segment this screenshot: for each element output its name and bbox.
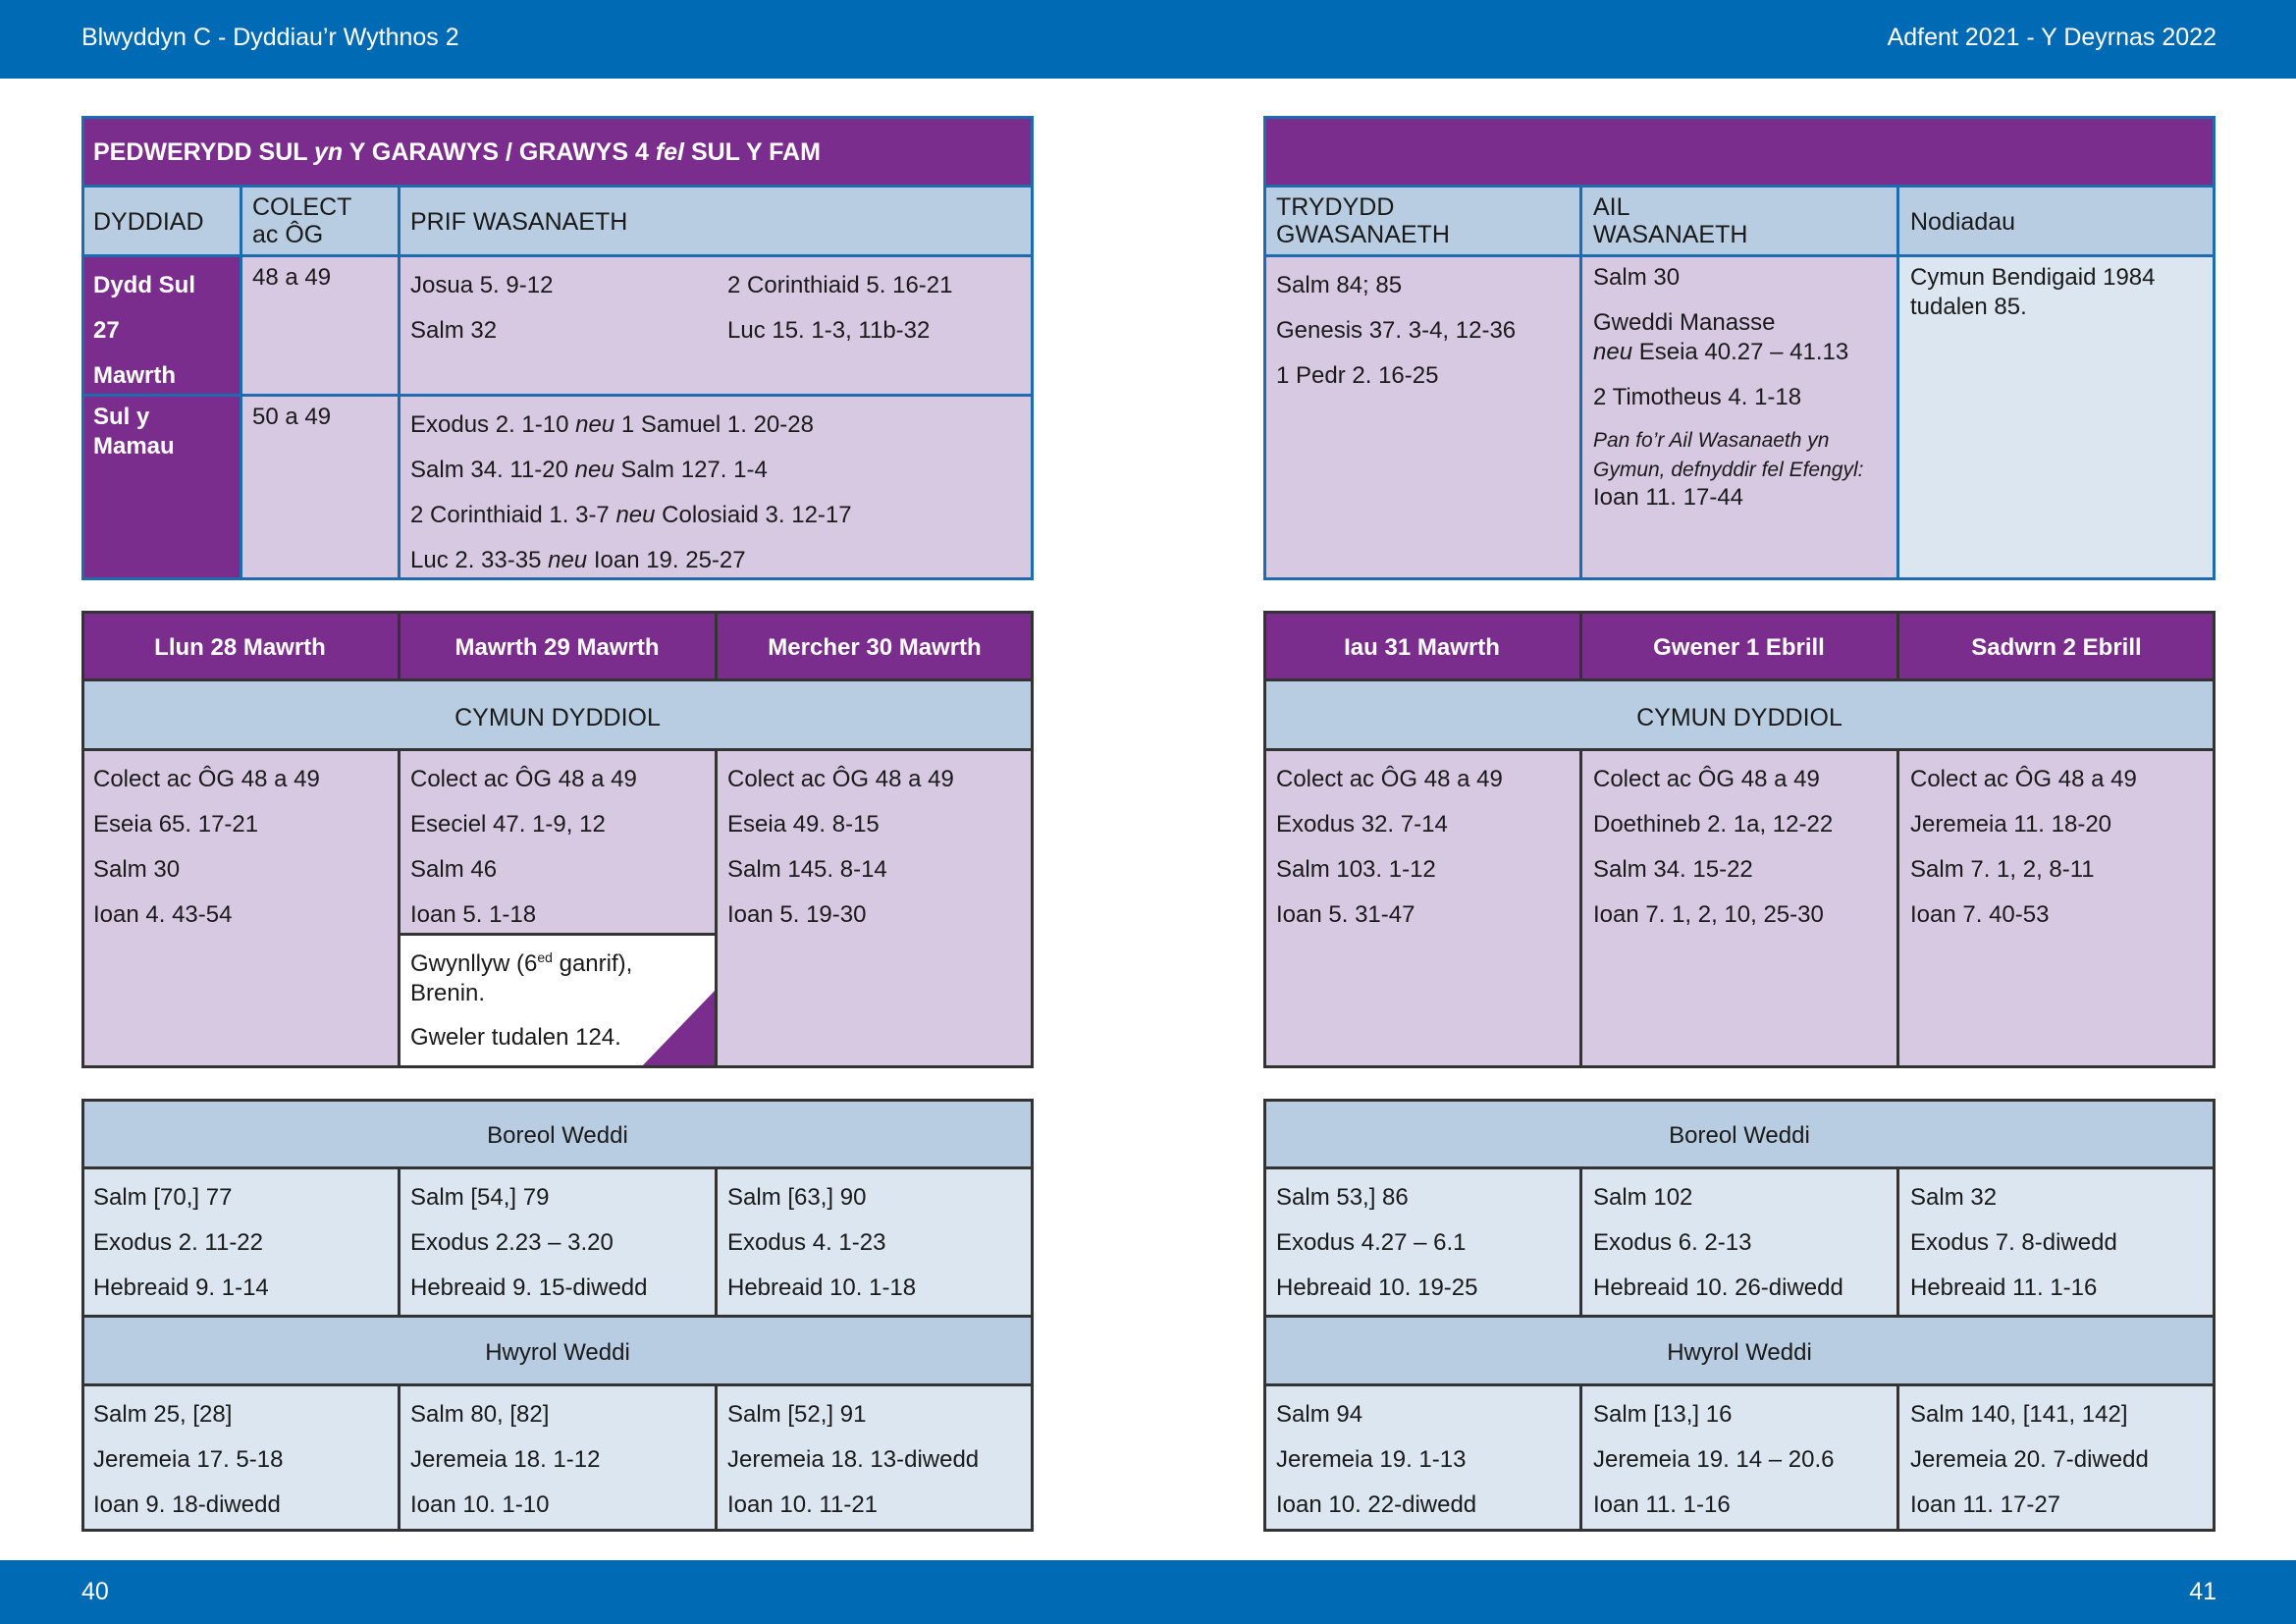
col-header-third-service: TRYDYDD GWASANAETH	[1276, 193, 1450, 248]
hwyrol-mercher: Salm [52,] 91 Jeremeia 18. 13-diwedd Ioan 10. 11-21	[727, 1401, 980, 1518]
cymun-iau: Colect ac ÔG 48 a 49 Exodus 32. 7-14 Salm 103. 1-12 Ioan 5. 31-47	[1276, 766, 1503, 928]
main-readings-row1-b: 2 Corinthiaid 5. 16-21 Luc 15. 1-3, 11b-32	[727, 272, 953, 344]
col-header-second-service: AIL WASANAETH	[1593, 193, 1748, 248]
col-header-main-service: PRIF WASANAETH	[410, 208, 628, 236]
date-dydd-sul: Dydd Sul 27 Mawrth	[93, 272, 196, 389]
cymun-llun: Colect ac ÔG 48 a 49 Eseia 65. 17-21 Salm 30 Ioan 4. 43-54	[93, 766, 320, 928]
hwyrol-weddi-title-right: Hwyrol Weddi	[1667, 1339, 1812, 1366]
saint-corner-triangle	[640, 990, 716, 1068]
boreol-weddi-title-right: Boreol Weddi	[1669, 1122, 1810, 1149]
boreol-iau: Salm 53,] 86 Exodus 4.27 – 6.1 Hebreaid 10. 19-25	[1276, 1184, 1478, 1301]
col-header-date: DYDDIAD	[93, 208, 204, 236]
cymun-gwener: Colect ac ÔG 48 a 49 Doethineb 2. 1a, 12-22 Salm 34. 15-22 Ioan 7. 1, 2, 10, 25-30	[1593, 766, 1834, 928]
hwyrol-mawrth: Salm 80, [82] Jeremeia 18. 1-12 Ioan 10. 1-10	[410, 1401, 601, 1518]
main-readings-row2: Exodus 2. 1-10 neu 1 Samuel 1. 20-28 Salm 34. 11-20 neu Salm 127. 1-4 2 Corinthiaid 1. 3-7 neu Colosiaid 3. 12-17 Luc 2. 33-35 neu Ioan 19. 25-27	[410, 411, 852, 573]
header-left-text: Blwyddyn C - Dyddiau’r Wythnos 2	[81, 24, 459, 51]
date-sul-y-mamau: Sul y Mamau	[93, 404, 175, 460]
cymun-dyddiol-title: CYMUN DYDDIOL	[454, 704, 661, 731]
hwyrol-gwener: Salm [13,] 16 Jeremeia 19. 14 – 20.6 Ioan 11. 1-16	[1593, 1401, 1835, 1518]
efengyl-note: Pan fo’r Ail Wasanaeth yn Gymun, defnyddir fel Efengyl:	[1593, 429, 1864, 481]
boreol-gwener: Salm 102 Exodus 6. 2-13 Hebreaid 10. 26-diwedd	[1593, 1184, 1843, 1301]
day-header-mawrth: Mawrth 29 Mawrth	[454, 634, 660, 661]
day-header-llun: Llun 28 Mawrth	[154, 634, 326, 661]
third-service-readings: Salm 84; 85 Genesis 37. 3-4, 12-36 1 Pedr 2. 16-25	[1276, 272, 1517, 389]
boreol-weddi-title: Boreol Weddi	[487, 1122, 628, 1149]
boreol-mercher: Salm [63,] 90 Exodus 4. 1-23 Hebreaid 10. 1-18	[727, 1184, 917, 1301]
sunday-title: PEDWERYDD SUL yn Y GARAWYS / GRAWYS 4 fel SUL Y FAM	[93, 138, 821, 166]
page-number-left: 40	[81, 1578, 109, 1605]
page-number-right: 41	[2189, 1578, 2216, 1605]
day-header-gwener: Gwener 1 Ebrill	[1653, 634, 1825, 661]
collect-row1: 48 a 49	[252, 264, 332, 291]
cymun-dyddiol-title-right: CYMUN DYDDIOL	[1636, 704, 1842, 731]
header-right-text: Adfent 2021 - Y Deyrnas 2022	[1887, 24, 2216, 51]
notes-text: Cymun Bendigaid 1984 tudalen 85.	[1910, 264, 2156, 320]
boreol-llun: Salm [70,] 77 Exodus 2. 11-22 Hebreaid 9. 1-14	[93, 1184, 269, 1301]
collect-row2: 50 a 49	[252, 404, 332, 430]
col-header-notes: Nodiadau	[1910, 208, 2016, 236]
cymun-mercher: Colect ac ÔG 48 a 49 Eseia 49. 8-15 Salm 145. 8-14 Ioan 5. 19-30	[727, 766, 954, 928]
boreol-sadwrn: Salm 32 Exodus 7. 8-diwedd Hebreaid 11. 1-16	[1910, 1184, 2117, 1301]
hwyrol-iau: Salm 94 Jeremeia 19. 1-13 Ioan 10. 22-diwedd	[1276, 1401, 1477, 1518]
day-header-iau: Iau 31 Mawrth	[1344, 634, 1500, 661]
page-header-bar	[0, 0, 2296, 79]
hwyrol-llun: Salm 25, [28] Jeremeia 17. 5-18 Ioan 9. 18-diwedd	[93, 1401, 284, 1518]
boreol-mawrth: Salm [54,] 79 Exodus 2.23 – 3.20 Hebreaid 9. 15-diwedd	[410, 1184, 648, 1301]
saint-commemoration: Gwynllyw ($6^{ed}$ ganrif), Brenin. Gweler tudalen 124.	[410, 949, 633, 1051]
main-readings-row1-a: Josua 5. 9-12 Salm 32	[410, 272, 554, 344]
cymun-sadwrn: Colect ac ÔG 48 a 49 Jeremeia 11. 18-20 Salm 7. 1, 2, 8-11 Ioan 7. 40-53	[1910, 766, 2137, 928]
hwyrol-weddi-title: Hwyrol Weddi	[485, 1339, 630, 1366]
cymun-mawrth: Colect ac ÔG 48 a 49 Eseciel 47. 1-9, 12 Salm 46 Ioan 5. 1-18	[410, 766, 637, 928]
col-header-collect: COLECT ac ÔG	[252, 193, 352, 248]
hwyrol-sadwrn: Salm 140, [141, 142] Jeremeia 20. 7-diwedd Ioan 11. 17-27	[1910, 1401, 2149, 1518]
day-header-sadwrn: Sadwrn 2 Ebrill	[1971, 634, 2142, 661]
day-header-mercher: Mercher 30 Mawrth	[768, 634, 982, 661]
page-footer-bar	[0, 1560, 2296, 1624]
